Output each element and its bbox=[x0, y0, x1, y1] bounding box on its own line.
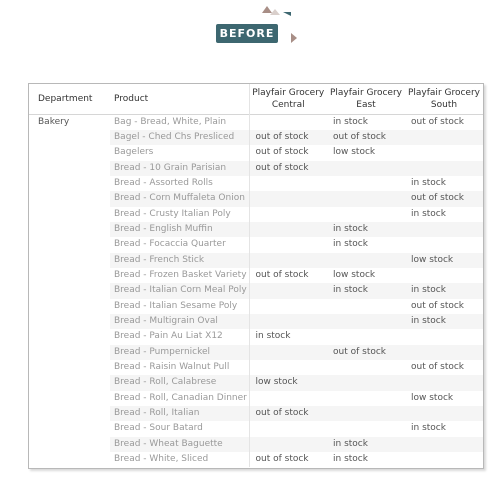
column-header: Product bbox=[110, 84, 249, 114]
south-status-cell bbox=[405, 375, 483, 390]
product-cell: Bread - Wheat Baguette bbox=[110, 437, 249, 452]
east-status-cell bbox=[327, 391, 405, 406]
east-status-cell bbox=[327, 375, 405, 390]
east-status-cell bbox=[327, 253, 405, 268]
table-row bbox=[29, 283, 483, 298]
product-cell: Bread - English Muffin bbox=[110, 222, 249, 237]
column-header: Playfair Grocery South bbox=[407, 87, 480, 110]
central-status-cell: low stock bbox=[249, 375, 327, 390]
central-status-cell: out of stock bbox=[249, 130, 327, 145]
department-cell: Bakery bbox=[38, 116, 70, 127]
south-status-cell bbox=[405, 130, 483, 145]
central-status-cell bbox=[249, 437, 327, 452]
triangle-decoration-icon bbox=[270, 9, 280, 15]
table-row bbox=[29, 191, 483, 206]
table-row bbox=[29, 161, 483, 176]
product-cell: Bread - Italian Corn Meal Poly bbox=[110, 283, 249, 298]
product-cell: Bread - Pain Au Liat X12 bbox=[110, 329, 249, 344]
central-status-cell bbox=[249, 360, 327, 375]
east-status-cell bbox=[327, 207, 405, 222]
east-status-cell bbox=[327, 329, 405, 344]
before-badge: BEFORE bbox=[216, 24, 278, 43]
product-cell: Bread - French Stick bbox=[110, 253, 249, 268]
product-cell: Bread - Crusty Italian Poly bbox=[110, 207, 249, 222]
triangle-decoration-icon bbox=[291, 33, 297, 43]
central-status-cell bbox=[249, 253, 327, 268]
south-status-cell: in stock bbox=[411, 423, 446, 434]
central-status-cell bbox=[249, 176, 327, 191]
south-status-cell bbox=[405, 268, 483, 283]
product-cell: Bagel - Ched Chs Presliced bbox=[110, 130, 249, 145]
department-cell bbox=[29, 329, 110, 344]
product-cell: Bread - Multigrain Oval bbox=[110, 314, 249, 329]
table-row bbox=[29, 421, 483, 436]
column-header: Department bbox=[38, 93, 93, 104]
central-status-cell bbox=[249, 222, 327, 237]
product-cell: Bread - White, Sliced bbox=[110, 452, 249, 467]
department-cell bbox=[29, 406, 110, 421]
east-status-cell: low stock bbox=[333, 147, 376, 158]
department-cell bbox=[29, 375, 110, 390]
header-row bbox=[29, 84, 483, 114]
central-status-cell bbox=[249, 191, 327, 206]
department-cell bbox=[29, 283, 110, 298]
south-status-cell bbox=[405, 237, 483, 252]
east-status-cell bbox=[327, 176, 405, 191]
department-cell bbox=[29, 391, 110, 406]
table-row bbox=[29, 299, 483, 314]
central-status-cell bbox=[249, 283, 327, 298]
department-cell bbox=[29, 360, 110, 375]
product-cell: Bread - Italian Sesame Poly bbox=[110, 299, 249, 314]
central-status-cell bbox=[249, 345, 327, 360]
central-status-cell bbox=[249, 421, 327, 436]
central-status-cell: out of stock bbox=[255, 147, 309, 158]
east-status-cell bbox=[327, 360, 405, 375]
column-header: Playfair Grocery East bbox=[329, 87, 402, 110]
south-status-cell: out of stock bbox=[411, 300, 465, 311]
east-status-cell: in stock bbox=[333, 239, 368, 250]
central-status-cell bbox=[249, 207, 327, 222]
department-cell bbox=[29, 207, 110, 222]
product-cell: Bread - Roll, Calabrese bbox=[110, 375, 249, 390]
table-row bbox=[29, 314, 483, 329]
south-status-cell bbox=[405, 329, 483, 344]
table-row bbox=[29, 207, 483, 222]
triangle-decoration-icon bbox=[283, 12, 291, 16]
east-status-cell: in stock bbox=[327, 222, 405, 237]
central-status-cell bbox=[249, 237, 327, 252]
column-header: Playfair Grocery Central bbox=[252, 87, 325, 110]
table-row bbox=[29, 360, 483, 375]
east-status-cell bbox=[327, 161, 405, 176]
south-status-cell bbox=[405, 406, 483, 421]
stock-table bbox=[29, 84, 483, 467]
department-cell bbox=[29, 191, 110, 206]
south-status-cell bbox=[405, 222, 483, 237]
department-cell bbox=[29, 452, 110, 467]
south-status-cell bbox=[405, 452, 483, 467]
product-cell: Bread - Focaccia Quarter bbox=[110, 237, 249, 252]
east-status-cell: out of stock bbox=[327, 345, 405, 360]
table-row bbox=[29, 114, 483, 130]
department-cell bbox=[29, 421, 110, 436]
south-status-cell: in stock bbox=[405, 283, 483, 298]
central-status-cell bbox=[249, 114, 327, 130]
department-cell bbox=[29, 268, 110, 283]
department-cell bbox=[29, 161, 110, 176]
department-cell bbox=[29, 222, 110, 237]
table-row bbox=[29, 130, 483, 145]
east-status-cell: low stock bbox=[333, 269, 376, 280]
product-cell: Bread - Roll, Canadian Dinner bbox=[110, 391, 249, 406]
product-cell: Bread - 10 Grain Parisian bbox=[110, 161, 249, 176]
east-status-cell bbox=[327, 314, 405, 329]
header-graphic bbox=[0, 0, 490, 48]
south-status-cell: low stock bbox=[411, 392, 454, 403]
table-row bbox=[29, 375, 483, 390]
department-cell bbox=[29, 176, 110, 191]
south-status-cell: in stock bbox=[411, 208, 446, 219]
table-row bbox=[29, 222, 483, 237]
table-row bbox=[29, 253, 483, 268]
department-cell bbox=[29, 437, 110, 452]
south-status-cell: low stock bbox=[405, 253, 483, 268]
table-row bbox=[29, 145, 483, 160]
table-row bbox=[29, 452, 483, 467]
central-status-cell: out of stock bbox=[249, 161, 327, 176]
south-status-cell bbox=[405, 145, 483, 160]
department-cell bbox=[29, 237, 110, 252]
product-cell: Bread - Frozen Basket Variety bbox=[110, 268, 249, 283]
table-row bbox=[29, 345, 483, 360]
south-status-cell: out of stock bbox=[405, 191, 483, 206]
central-status-cell bbox=[249, 299, 327, 314]
east-status-cell: in stock bbox=[327, 437, 405, 452]
product-cell: Bread - Sour Batard bbox=[110, 421, 249, 436]
product-cell: Bag - Bread, White, Plain bbox=[110, 114, 249, 130]
department-cell bbox=[29, 345, 110, 360]
table-row bbox=[29, 329, 483, 344]
south-status-cell bbox=[405, 437, 483, 452]
south-status-cell bbox=[405, 161, 483, 176]
south-status-cell: in stock bbox=[411, 177, 446, 188]
department-cell bbox=[29, 130, 110, 145]
east-status-cell bbox=[327, 406, 405, 421]
table-body bbox=[29, 114, 483, 467]
product-cell: Bagelers bbox=[110, 145, 249, 160]
department-cell bbox=[29, 299, 110, 314]
south-status-cell: out of stock bbox=[411, 362, 465, 372]
table-row bbox=[29, 176, 483, 191]
central-status-cell: out of stock bbox=[249, 406, 327, 421]
east-status-cell bbox=[327, 299, 405, 314]
east-status-cell: out of stock bbox=[327, 130, 405, 145]
east-status-cell: in stock bbox=[327, 283, 405, 298]
department-cell bbox=[29, 253, 110, 268]
south-status-cell bbox=[405, 345, 483, 360]
south-status-cell: in stock bbox=[405, 314, 483, 329]
product-cell: Bread - Assorted Rolls bbox=[110, 176, 249, 191]
central-status-cell: in stock bbox=[255, 331, 291, 342]
east-status-cell bbox=[327, 421, 405, 436]
east-status-cell: in stock bbox=[333, 116, 368, 127]
table-row bbox=[29, 391, 483, 406]
east-status-cell: in stock bbox=[333, 454, 368, 465]
table-row bbox=[29, 237, 483, 252]
product-cell: Bread - Pumpernickel bbox=[110, 345, 249, 360]
east-status-cell bbox=[327, 191, 405, 206]
central-status-cell: out of stock bbox=[255, 269, 309, 280]
table-row bbox=[29, 406, 483, 421]
department-cell bbox=[29, 314, 110, 329]
table-row bbox=[29, 268, 483, 283]
stock-table-frame bbox=[28, 83, 484, 469]
product-cell: Bread - Roll, Italian bbox=[110, 406, 249, 421]
central-status-cell bbox=[249, 391, 327, 406]
product-cell: Bread - Corn Muffaleta Onion bbox=[110, 191, 249, 206]
central-status-cell: out of stock bbox=[255, 454, 309, 465]
central-status-cell bbox=[249, 314, 327, 329]
product-cell: Bread - Raisin Walnut Pull bbox=[110, 360, 249, 375]
table-row bbox=[29, 437, 483, 452]
department-cell bbox=[29, 145, 110, 160]
south-status-cell: out of stock bbox=[411, 116, 465, 127]
